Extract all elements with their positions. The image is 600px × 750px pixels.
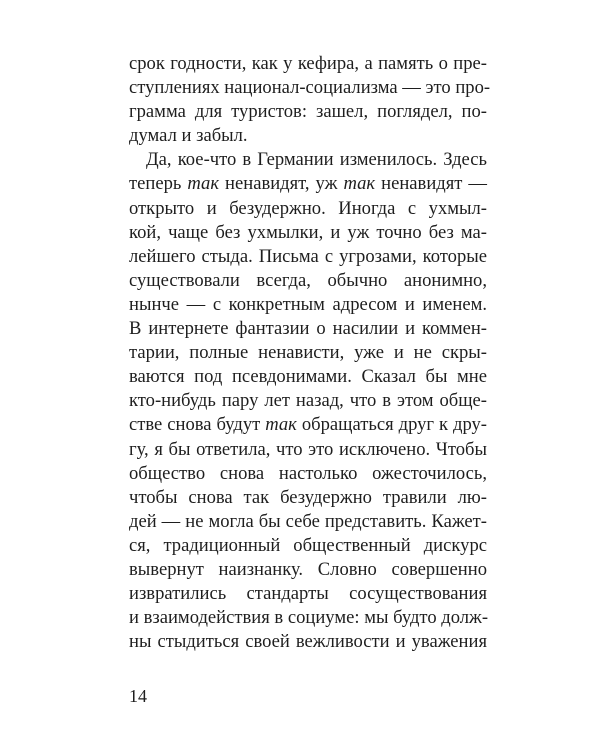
italic-emphasis: так	[265, 414, 297, 436]
text-line	[129, 389, 487, 413]
text-segment: тарии, полные ненависти, уже и не скры-	[129, 342, 487, 364]
text-segment: думал и забыл.	[129, 125, 248, 147]
text-segment: стве снова будут	[129, 414, 266, 436]
text-segment: вывернут наизнанку. Словно совершенно	[129, 558, 487, 580]
text-segment: нынче — с конкретным адресом и именем.	[129, 293, 487, 315]
text-segment: общество снова настолько ожесточилось,	[129, 462, 487, 484]
text-segment: теперь	[129, 173, 188, 195]
text-line	[129, 269, 487, 293]
text-segment: гу, я бы ответила, что это исключено. Чтобы	[129, 438, 487, 460]
text-line	[129, 582, 487, 606]
text-segment: ны стыдиться своей вежливости и уважения	[129, 631, 487, 653]
text-segment: ступлениях национал-социализма — это про-	[129, 77, 491, 99]
text-segment: открыто и безудержно. Иногда с ухмыл-	[129, 197, 487, 219]
text-line	[129, 76, 491, 100]
text-segment: Да, кое-что в Германии изменилось. Здесь	[146, 149, 487, 171]
text-segment: чтобы снова так безудержно травили лю-	[129, 486, 487, 508]
text-segment: существовали всегда, обычно анонимно,	[129, 269, 487, 291]
text-segment: кто-нибудь пару лет назад, что в этом обще-	[129, 390, 487, 412]
text-line	[129, 365, 487, 389]
text-segment: и взаимодействия в социуме: мы будто долж-	[129, 607, 489, 629]
text-line	[129, 606, 487, 630]
text-line	[129, 413, 487, 437]
text-line	[129, 245, 487, 269]
text-line	[129, 558, 487, 582]
text-segment: обращаться друг к дру-	[296, 414, 488, 436]
text-line	[129, 438, 487, 462]
text-line	[129, 630, 487, 654]
text-line	[129, 172, 487, 196]
body-text	[129, 52, 491, 654]
text-line	[129, 52, 487, 76]
text-line	[129, 221, 487, 245]
italic-emphasis: так	[343, 173, 376, 195]
text-segment: лейшего стыда. Письма с угрозами, которые	[129, 245, 487, 267]
page-number: 14	[129, 686, 147, 706]
text-segment: срок годности, как у кефира, а память о пре-	[129, 53, 487, 74]
text-line	[129, 510, 487, 534]
text-segment: ненавидят, уж	[219, 173, 344, 195]
text-segment: ваются под псевдонимами. Сказал бы мне	[129, 366, 487, 388]
italic-emphasis: так	[187, 173, 220, 195]
text-line	[129, 197, 487, 221]
text-segment: кой, чаще без ухмылки, и уж точно без ма-	[129, 221, 487, 243]
text-segment: ся, традиционный общественный дискурс	[129, 534, 487, 556]
text-line	[129, 124, 487, 148]
text-segment: извратились стандарты сосуществования	[129, 583, 487, 605]
text-segment: грамма для туристов: зашел, поглядел, по-	[129, 101, 487, 123]
text-line	[129, 486, 487, 510]
text-line	[129, 462, 487, 486]
text-segment: ненавидят —	[375, 173, 487, 195]
text-line	[129, 100, 487, 124]
text-segment: В интернете фантазии о насилии и коммен-	[129, 318, 487, 340]
text-line	[129, 341, 487, 365]
text-line	[129, 317, 487, 341]
text-segment: дей — не могла бы себе представить. Кажет-	[129, 510, 487, 532]
text-line	[129, 534, 487, 558]
text-line	[129, 148, 487, 172]
text-line	[129, 293, 487, 317]
